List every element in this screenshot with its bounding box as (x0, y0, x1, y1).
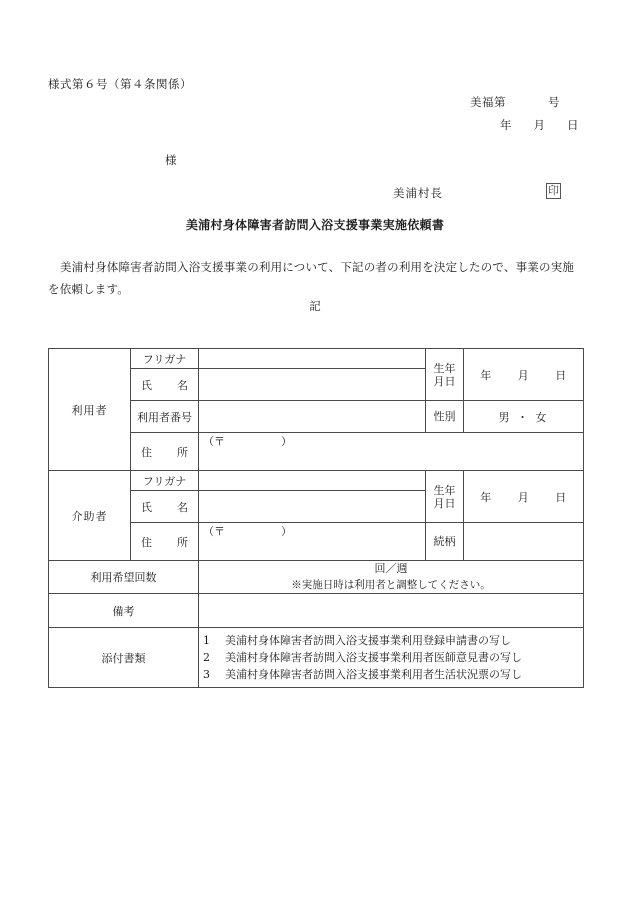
user-group-label: 利用者 (49, 349, 131, 471)
helper-dob-label: 生年 月日 (426, 471, 464, 523)
seal-icon: 印 (548, 184, 559, 197)
list-item: 1 美浦村身体障害者訪問入浴支援事業利用登録申請書の写し (203, 634, 511, 647)
user-dob-value[interactable]: 年 月 日 (464, 349, 584, 401)
date-year-label: 年 (500, 118, 512, 132)
helper-furigana-label: フリガナ (131, 471, 199, 491)
user-number-label: 利用者番号 (131, 401, 199, 433)
form-number: 様式第６号（第４条関係） (48, 77, 192, 91)
table-row (49, 594, 584, 628)
frequency-note: ※実施日時は利用者と調整してください。 (291, 579, 491, 591)
helper-relation-label: 続柄 (426, 523, 464, 561)
issuer-name: 美浦村長 (393, 186, 443, 200)
table-row (49, 561, 584, 594)
user-gender-value[interactable]: 男 ・ 女 (464, 401, 584, 433)
helper-address-value[interactable]: （〒 ） (199, 523, 426, 561)
user-gender-label: 性別 (426, 401, 464, 433)
user-address-value[interactable]: （〒 ） (199, 433, 584, 471)
table-row (49, 471, 584, 491)
user-furigana-label: フリガナ (131, 349, 199, 369)
remarks-value[interactable] (199, 594, 584, 628)
frequency-amount: 回／週 (374, 562, 408, 575)
user-address-label: 住 所 (131, 433, 199, 471)
remarks-label: 備考 (49, 594, 199, 628)
date-month-label: 月 (533, 118, 545, 132)
document-number-label: 美福第 (470, 95, 506, 109)
helper-name-label: 氏 名 (131, 491, 199, 523)
table-row (49, 628, 584, 688)
table-row (49, 349, 584, 369)
helper-name-value[interactable] (199, 491, 426, 523)
helper-dob-value[interactable]: 年 月 日 (464, 471, 584, 523)
document-number-unit: 号 (548, 95, 560, 109)
helper-relation-value[interactable] (464, 523, 584, 561)
helper-group-label: 介助者 (49, 471, 131, 561)
attachments-list (199, 628, 584, 688)
document-number-line (470, 94, 560, 110)
frequency-label: 利用希望回数 (49, 561, 199, 594)
user-dob-label: 生年 月日 (426, 349, 464, 401)
ki-marker: 記 (309, 299, 321, 313)
list-item: 2 美浦村身体障害者訪問入浴支援事業利用者医師意見書の写し (203, 651, 522, 664)
list-item: 3 美浦村身体障害者訪問入浴支援事業利用者生活状況票の写し (203, 668, 522, 681)
document-date-line (500, 117, 579, 133)
date-day-label: 日 (567, 118, 579, 132)
page-title: 美浦村身体障害者訪問入浴支援事業実施依頼書 (185, 218, 445, 232)
user-furigana-value[interactable] (199, 349, 426, 369)
helper-furigana-value[interactable] (199, 471, 426, 491)
user-name-label: 氏 名 (131, 369, 199, 401)
application-details-table (48, 348, 584, 688)
body-paragraph: 美浦村身体障害者訪問入浴支援事業の利用について、下記の者の利用を決定したので、事業の実施を依頼します。 (48, 260, 575, 296)
helper-address-label: 住 所 (131, 523, 199, 561)
frequency-value[interactable] (199, 561, 584, 594)
user-name-value[interactable] (199, 369, 426, 401)
attachments-label: 添付書類 (49, 628, 199, 688)
addressee-honorific: 様 (165, 153, 177, 167)
user-number-value[interactable] (199, 401, 426, 433)
